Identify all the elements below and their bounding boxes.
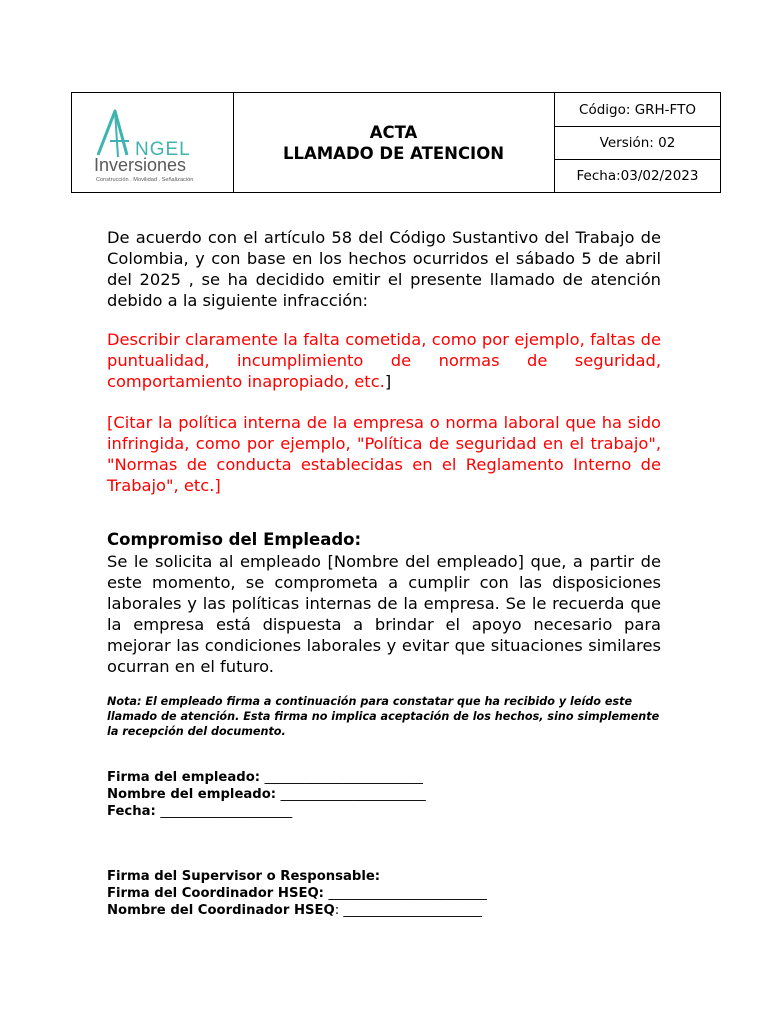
firma-empleado-label: Firma del empleado: <box>107 770 265 785</box>
version-value: Versión: 02 <box>599 134 676 151</box>
fecha-line: ____________________ <box>160 804 293 819</box>
document-title <box>233 93 554 192</box>
fecha-label: Fecha: <box>107 804 161 819</box>
logo-tagline: Construcción . Movilidad . Señalización <box>96 177 194 183</box>
intro-paragraph: De acuerdo con el artículo 58 del Código Sustantivo del Trabajo de Colombia, y con base en los hechos ocurridos el sábado 5 de abril del 2025 , se ha decidido emitir el presente llamado de atención debido a la siguiente infracción: <box>107 228 661 310</box>
supervisor-label: Firma del Supervisor o Responsable: <box>107 869 381 884</box>
coordinador-nombre-line: _____________________ <box>343 903 482 918</box>
firma-empleado-line: ________________________ <box>264 770 423 785</box>
document-header-table <box>71 92 721 193</box>
codigo-cell <box>554 93 721 126</box>
title-line-llamado: LLAMADO DE ATENCION <box>282 143 505 163</box>
nombre-empleado-row <box>107 786 426 803</box>
coordinador-nombre-row <box>107 902 482 919</box>
coordinador-nombre-colon: : <box>334 903 344 918</box>
nota-paragraph: Nota: El empleado firma a continuación para constatar que ha recibido y leído este llamado de atención. Esta firma no implica aceptación de los hechos, sino simplemente la recepción del documento. <box>107 695 660 738</box>
coordinador-nombre-label: Nombre del Coordinador HSEQ <box>107 903 335 918</box>
angel-inversiones-logo <box>72 93 233 192</box>
logo-brand-second: Inversiones <box>94 155 187 175</box>
compromiso-heading: Compromiso del Empleado: <box>107 530 362 549</box>
logo-a-mark <box>98 111 127 155</box>
fecha-value: Fecha:03/02/2023 <box>576 167 699 184</box>
codigo-value: Código: GRH-FTO <box>579 101 696 118</box>
falta-close-bracket: ] <box>384 372 392 391</box>
company-logo <box>72 93 233 192</box>
fecha-cell <box>554 159 721 192</box>
falta-paragraph <box>107 329 661 392</box>
coordinador-firma-line: ________________________ <box>328 886 487 901</box>
politica-paragraph: [Citar la política interna de la empresa o norma laboral que ha sido infringida, como por ejemplo, "Política de seguridad en el trabajo", "Normas de conducta establecidas en el Reglamento Interno de Trabajo", etc.] <box>107 413 661 495</box>
firma-empleado-row <box>107 769 423 786</box>
coordinador-firma-row <box>107 885 487 902</box>
compromiso-paragraph: Se le solicita al empleado [Nombre del empleado] que, a partir de este momento, se comprometa a cumplir con las disposiciones laborales y las políticas internas de la empresa. Se le recuerda que la empresa está dispuesta a brindar el apoyo necesario para mejorar las condiciones laborales y evitar que situaciones similares ocurran en el futuro. <box>107 552 661 676</box>
falta-text: Describir claramente la falta cometida, como por ejemplo, faltas de puntualidad, incumplimiento de normas de seguridad, comportamiento inapropiado, etc. <box>107 330 661 391</box>
supervisor-row <box>107 868 380 885</box>
logo-brand-rest: NGEL <box>135 139 191 160</box>
title-line-acta: ACTA <box>369 122 418 142</box>
nombre-empleado-label: Nombre del empleado: <box>107 787 281 802</box>
fecha-row <box>107 803 292 820</box>
nombre-empleado-line: ______________________ <box>280 787 426 802</box>
coordinador-firma-label: Firma del Coordinador HSEQ: <box>107 886 329 901</box>
version-cell <box>554 126 721 159</box>
